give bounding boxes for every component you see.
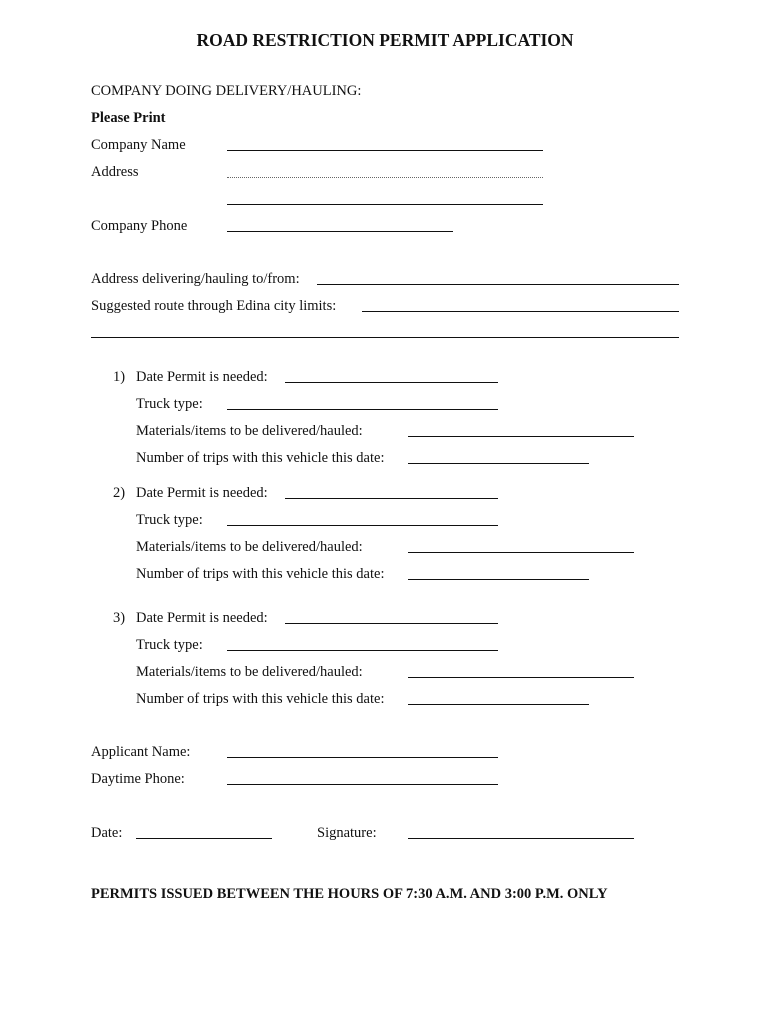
trip-date-field[interactable]: [285, 498, 498, 499]
truck-type-field[interactable]: [227, 525, 498, 526]
trip-count-label: Number of trips with this vehicle this date:: [136, 691, 385, 707]
applicant-name-field[interactable]: [227, 757, 498, 758]
suggested-route-field-line-1[interactable]: [362, 311, 679, 312]
company-phone-label: Company Phone: [91, 218, 188, 234]
trip-date-label: Date Permit is needed:: [136, 485, 268, 501]
truck-type-field[interactable]: [227, 409, 498, 410]
trip-date-field[interactable]: [285, 623, 498, 624]
company-phone-field[interactable]: [227, 231, 453, 232]
trip-date-label: Date Permit is needed:: [136, 369, 268, 385]
materials-label: Materials/items to be delivered/hauled:: [136, 539, 363, 555]
trip-count-field[interactable]: [408, 463, 589, 464]
company-heading: COMPANY DOING DELIVERY/HAULING:: [91, 83, 362, 99]
trip-date-label: Date Permit is needed:: [136, 610, 268, 626]
daytime-phone-field[interactable]: [227, 784, 498, 785]
company-name-label: Company Name: [91, 137, 186, 153]
trip-number: 2): [113, 485, 126, 501]
trip-number: 3): [113, 610, 126, 626]
footer-notice: PERMITS ISSUED BETWEEN THE HOURS OF 7:30 A.M. AND 3:00 P.M. ONLY: [91, 886, 608, 902]
suggested-route-field-line-2[interactable]: [91, 337, 679, 338]
truck-type-field[interactable]: [227, 650, 498, 651]
address-field-line-2[interactable]: [227, 204, 543, 205]
trip-count-label: Number of trips with this vehicle this date:: [136, 566, 385, 582]
delivery-address-label: Address delivering/hauling to/from:: [91, 271, 300, 287]
materials-field[interactable]: [408, 677, 634, 678]
trip-count-label: Number of trips with this vehicle this date:: [136, 450, 385, 466]
trip-date-field[interactable]: [285, 382, 498, 383]
trip-count-field[interactable]: [408, 579, 589, 580]
truck-type-label: Truck type:: [136, 512, 203, 528]
trip-count-field[interactable]: [408, 704, 589, 705]
materials-field[interactable]: [408, 552, 634, 553]
address-field-line-1[interactable]: [227, 177, 543, 178]
truck-type-label: Truck type:: [136, 637, 203, 653]
page-title: ROAD RESTRICTION PERMIT APPLICATION: [196, 30, 574, 50]
company-name-field[interactable]: [227, 150, 543, 151]
address-label: Address: [91, 164, 139, 180]
trip-number: 1): [113, 369, 126, 385]
please-print-instruction: Please Print: [91, 110, 166, 126]
materials-label: Materials/items to be delivered/hauled:: [136, 664, 363, 680]
signature-field[interactable]: [408, 838, 634, 839]
materials-label: Materials/items to be delivered/hauled:: [136, 423, 363, 439]
applicant-name-label: Applicant Name:: [91, 744, 191, 760]
date-field[interactable]: [136, 838, 272, 839]
delivery-address-field[interactable]: [317, 284, 679, 285]
materials-field[interactable]: [408, 436, 634, 437]
suggested-route-label: Suggested route through Edina city limits:: [91, 298, 337, 314]
truck-type-label: Truck type:: [136, 396, 203, 412]
daytime-phone-label: Daytime Phone:: [91, 771, 185, 787]
date-label: Date:: [91, 825, 123, 841]
signature-label: Signature:: [317, 825, 377, 841]
